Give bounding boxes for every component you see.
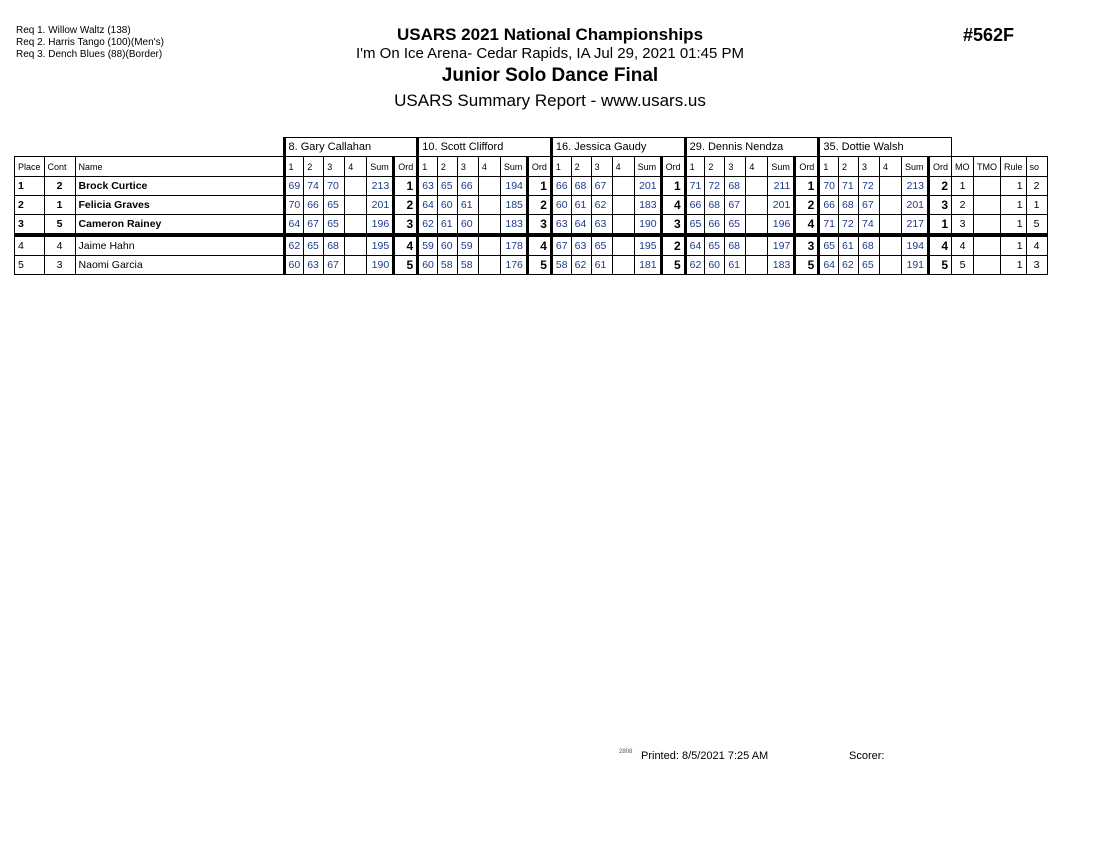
score: 68 — [725, 235, 746, 256]
contestant-number: 5 — [44, 215, 75, 236]
score: 66 — [457, 177, 478, 196]
sum: 201 — [902, 196, 929, 215]
ordinal: 1 — [929, 215, 952, 236]
ordinal: 4 — [527, 235, 551, 256]
sum: 201 — [634, 177, 661, 196]
score: 65 — [819, 235, 839, 256]
sum: 183 — [768, 256, 795, 275]
tmo — [974, 256, 1001, 275]
score — [746, 256, 768, 275]
col-sum: Sum — [500, 157, 527, 177]
sum: 183 — [500, 215, 527, 236]
score — [880, 196, 902, 215]
score: 58 — [437, 256, 457, 275]
tmo — [974, 215, 1001, 236]
sum: 181 — [634, 256, 661, 275]
score: 63 — [591, 215, 612, 236]
place: 4 — [15, 235, 45, 256]
col-ord: Ord — [929, 157, 952, 177]
score: 61 — [591, 256, 612, 275]
score: 65 — [591, 235, 612, 256]
sum: 213 — [902, 177, 929, 196]
score — [612, 196, 634, 215]
score — [880, 177, 902, 196]
score — [746, 177, 768, 196]
table-row — [15, 235, 1048, 256]
tmo — [974, 196, 1001, 215]
score: 61 — [839, 235, 859, 256]
requirement: Req 3. Dench Blues (88)(Border) — [16, 49, 163, 60]
col-ord: Ord — [795, 157, 819, 177]
col-sum: Sum — [768, 157, 795, 177]
score: 62 — [685, 256, 705, 275]
score: 65 — [437, 177, 457, 196]
score: 65 — [324, 215, 345, 236]
place: 5 — [15, 256, 45, 275]
place: 1 — [15, 177, 45, 196]
ordinal: 1 — [527, 177, 551, 196]
scorer-label: Scorer: — [849, 750, 885, 762]
score — [478, 256, 500, 275]
ordinal: 2 — [527, 196, 551, 215]
ordinal: 2 — [661, 235, 685, 256]
col-1: 1 — [819, 157, 839, 177]
score: 62 — [591, 196, 612, 215]
score: 61 — [725, 256, 746, 275]
rule: 1 — [1001, 235, 1027, 256]
col-ord: Ord — [661, 157, 685, 177]
score: 67 — [551, 235, 571, 256]
score: 64 — [418, 196, 438, 215]
requirement: Req 1. Willow Waltz (138) — [16, 25, 131, 36]
skater-name: Brock Curtice — [75, 177, 284, 196]
score: 64 — [571, 215, 591, 236]
score — [880, 235, 902, 256]
so: 2 — [1026, 177, 1047, 196]
score — [478, 196, 500, 215]
sum: 196 — [367, 215, 394, 236]
ordinal: 5 — [527, 256, 551, 275]
score: 67 — [324, 256, 345, 275]
score: 60 — [437, 235, 457, 256]
score: 70 — [819, 177, 839, 196]
score: 63 — [571, 235, 591, 256]
score: 70 — [284, 196, 304, 215]
score: 67 — [859, 196, 880, 215]
col-3: 3 — [859, 157, 880, 177]
table-row — [15, 177, 1048, 196]
ordinal: 1 — [661, 177, 685, 196]
score: 60 — [457, 215, 478, 236]
ordinal: 1 — [795, 177, 819, 196]
col-2: 2 — [705, 157, 725, 177]
score: 66 — [685, 196, 705, 215]
score: 62 — [571, 256, 591, 275]
col-2: 2 — [839, 157, 859, 177]
score: 61 — [457, 196, 478, 215]
ordinal: 3 — [795, 235, 819, 256]
ordinal: 4 — [929, 235, 952, 256]
contestant-number: 4 — [44, 235, 75, 256]
ordinal: 5 — [661, 256, 685, 275]
table-row — [15, 215, 1048, 236]
score — [880, 215, 902, 236]
score: 67 — [591, 177, 612, 196]
col-1: 1 — [685, 157, 705, 177]
col-sum: Sum — [902, 157, 929, 177]
skater-name: Cameron Rainey — [75, 215, 284, 236]
score: 63 — [304, 256, 324, 275]
skater-name: Naomi Garcia — [75, 256, 284, 275]
col-place: Place — [15, 157, 45, 177]
score: 67 — [725, 196, 746, 215]
score: 71 — [685, 177, 705, 196]
col-mo: MO — [952, 157, 974, 177]
score: 60 — [705, 256, 725, 275]
sum: 195 — [634, 235, 661, 256]
mo: 4 — [952, 235, 974, 256]
score — [746, 235, 768, 256]
score — [612, 235, 634, 256]
score — [612, 215, 634, 236]
score — [345, 235, 367, 256]
score: 64 — [819, 256, 839, 275]
col-sum: Sum — [634, 157, 661, 177]
score: 62 — [284, 235, 304, 256]
ordinal: 1 — [394, 177, 418, 196]
score — [345, 215, 367, 236]
judge-name: 8. Gary Callahan — [284, 138, 418, 157]
col-2: 2 — [437, 157, 457, 177]
venue-date: I'm On Ice Arena- Cedar Rapids, IA Jul 29, 2021 01:45 PM — [355, 45, 745, 62]
results-table — [14, 137, 1048, 275]
judge-header-row — [15, 138, 1048, 157]
score — [880, 256, 902, 275]
score: 65 — [304, 235, 324, 256]
tmo — [974, 177, 1001, 196]
mo: 2 — [952, 196, 974, 215]
score: 60 — [418, 256, 438, 275]
score — [345, 196, 367, 215]
score: 64 — [284, 215, 304, 236]
col-4: 4 — [345, 157, 367, 177]
col-so: so — [1026, 157, 1047, 177]
col-3: 3 — [591, 157, 612, 177]
rule: 1 — [1001, 215, 1027, 236]
score: 67 — [304, 215, 324, 236]
contestant-number: 2 — [44, 177, 75, 196]
score: 66 — [819, 196, 839, 215]
mo: 5 — [952, 256, 974, 275]
score — [478, 177, 500, 196]
ordinal: 3 — [661, 215, 685, 236]
ordinal: 2 — [394, 196, 418, 215]
sum: 201 — [768, 196, 795, 215]
ordinal: 2 — [929, 177, 952, 196]
col-3: 3 — [457, 157, 478, 177]
score: 65 — [705, 235, 725, 256]
score: 65 — [725, 215, 746, 236]
col-rule: Rule — [1001, 157, 1027, 177]
ordinal: 3 — [929, 196, 952, 215]
sum: 190 — [367, 256, 394, 275]
score: 72 — [705, 177, 725, 196]
score: 62 — [418, 215, 438, 236]
score: 65 — [324, 196, 345, 215]
report-subtitle: USARS Summary Report - www.usars.us — [394, 91, 706, 110]
score: 64 — [685, 235, 705, 256]
score: 68 — [705, 196, 725, 215]
col-4: 4 — [880, 157, 902, 177]
ordinal: 5 — [394, 256, 418, 275]
score: 60 — [551, 196, 571, 215]
score: 72 — [839, 215, 859, 236]
score — [746, 196, 768, 215]
sum: 211 — [768, 177, 795, 196]
score: 68 — [324, 235, 345, 256]
score — [612, 256, 634, 275]
rule: 1 — [1001, 177, 1027, 196]
col-3: 3 — [324, 157, 345, 177]
score: 71 — [839, 177, 859, 196]
judge-name: 10. Scott Clifford — [418, 138, 552, 157]
score: 74 — [304, 177, 324, 196]
report-title: USARS 2021 National Championships — [396, 25, 704, 44]
so: 3 — [1026, 256, 1047, 275]
sum: 194 — [500, 177, 527, 196]
score: 68 — [725, 177, 746, 196]
score: 65 — [685, 215, 705, 236]
score: 60 — [284, 256, 304, 275]
col-ord: Ord — [394, 157, 418, 177]
score: 74 — [859, 215, 880, 236]
column-header-row — [15, 157, 1048, 177]
col-1: 1 — [418, 157, 438, 177]
sum: 185 — [500, 196, 527, 215]
score: 68 — [859, 235, 880, 256]
sum: 217 — [902, 215, 929, 236]
col-tmo: TMO — [974, 157, 1001, 177]
judge-name: 29. Dennis Nendza — [685, 138, 819, 157]
col-name: Name — [75, 157, 284, 177]
mo: 1 — [952, 177, 974, 196]
so: 4 — [1026, 235, 1047, 256]
ordinal: 4 — [661, 196, 685, 215]
sum: 201 — [367, 196, 394, 215]
score: 66 — [304, 196, 324, 215]
col-ord: Ord — [527, 157, 551, 177]
col-4: 4 — [746, 157, 768, 177]
sum: 197 — [768, 235, 795, 256]
score — [345, 256, 367, 275]
so: 1 — [1026, 196, 1047, 215]
score — [478, 215, 500, 236]
ordinal: 5 — [929, 256, 952, 275]
sum: 191 — [902, 256, 929, 275]
spacer — [952, 138, 1048, 157]
col-cont: Cont — [44, 157, 75, 177]
code-mark: 2808 — [619, 749, 633, 755]
rule: 1 — [1001, 196, 1027, 215]
place: 2 — [15, 196, 45, 215]
sum: 196 — [768, 215, 795, 236]
score: 61 — [571, 196, 591, 215]
score: 68 — [839, 196, 859, 215]
score: 68 — [571, 177, 591, 196]
judge-name: 16. Jessica Gaudy — [551, 138, 685, 157]
table-row — [15, 196, 1048, 215]
judge-name: 35. Dottie Walsh — [819, 138, 952, 157]
ordinal: 5 — [795, 256, 819, 275]
ordinal: 3 — [394, 215, 418, 236]
col-4: 4 — [478, 157, 500, 177]
mo: 3 — [952, 215, 974, 236]
table-row — [15, 256, 1048, 275]
score: 72 — [859, 177, 880, 196]
place: 3 — [15, 215, 45, 236]
sum: 176 — [500, 256, 527, 275]
sum: 195 — [367, 235, 394, 256]
score: 62 — [839, 256, 859, 275]
col-4: 4 — [612, 157, 634, 177]
contestant-number: 1 — [44, 196, 75, 215]
ordinal: 2 — [795, 196, 819, 215]
requirement: Req 2. Harris Tango (100)(Men's) — [16, 37, 164, 48]
printed-timestamp: Printed: 8/5/2021 7:25 AM — [641, 750, 769, 762]
sum: 190 — [634, 215, 661, 236]
skater-name: Jaime Hahn — [75, 235, 284, 256]
score: 66 — [705, 215, 725, 236]
event-number: #562F — [963, 25, 1015, 45]
score — [478, 235, 500, 256]
score: 61 — [437, 215, 457, 236]
sum: 194 — [902, 235, 929, 256]
contestant-number: 3 — [44, 256, 75, 275]
score: 70 — [324, 177, 345, 196]
score: 63 — [418, 177, 438, 196]
col-1: 1 — [551, 157, 571, 177]
col-2: 2 — [304, 157, 324, 177]
ordinal: 3 — [527, 215, 551, 236]
score: 58 — [551, 256, 571, 275]
event-name: Junior Solo Dance Final — [441, 65, 659, 86]
score — [746, 215, 768, 236]
score: 60 — [437, 196, 457, 215]
sum: 183 — [634, 196, 661, 215]
tmo — [974, 235, 1001, 256]
col-1: 1 — [284, 157, 304, 177]
score: 65 — [859, 256, 880, 275]
ordinal: 4 — [394, 235, 418, 256]
sum: 178 — [500, 235, 527, 256]
col-3: 3 — [725, 157, 746, 177]
score — [612, 177, 634, 196]
so: 5 — [1026, 215, 1047, 236]
skater-name: Felicia Graves — [75, 196, 284, 215]
score: 59 — [418, 235, 438, 256]
ordinal: 4 — [795, 215, 819, 236]
score: 66 — [551, 177, 571, 196]
requirements-list — [16, 25, 164, 61]
score: 69 — [284, 177, 304, 196]
score — [345, 177, 367, 196]
rule: 1 — [1001, 256, 1027, 275]
score: 71 — [819, 215, 839, 236]
score: 63 — [551, 215, 571, 236]
col-2: 2 — [571, 157, 591, 177]
col-sum: Sum — [367, 157, 394, 177]
spacer — [15, 138, 285, 157]
score: 58 — [457, 256, 478, 275]
score: 59 — [457, 235, 478, 256]
sum: 213 — [367, 177, 394, 196]
